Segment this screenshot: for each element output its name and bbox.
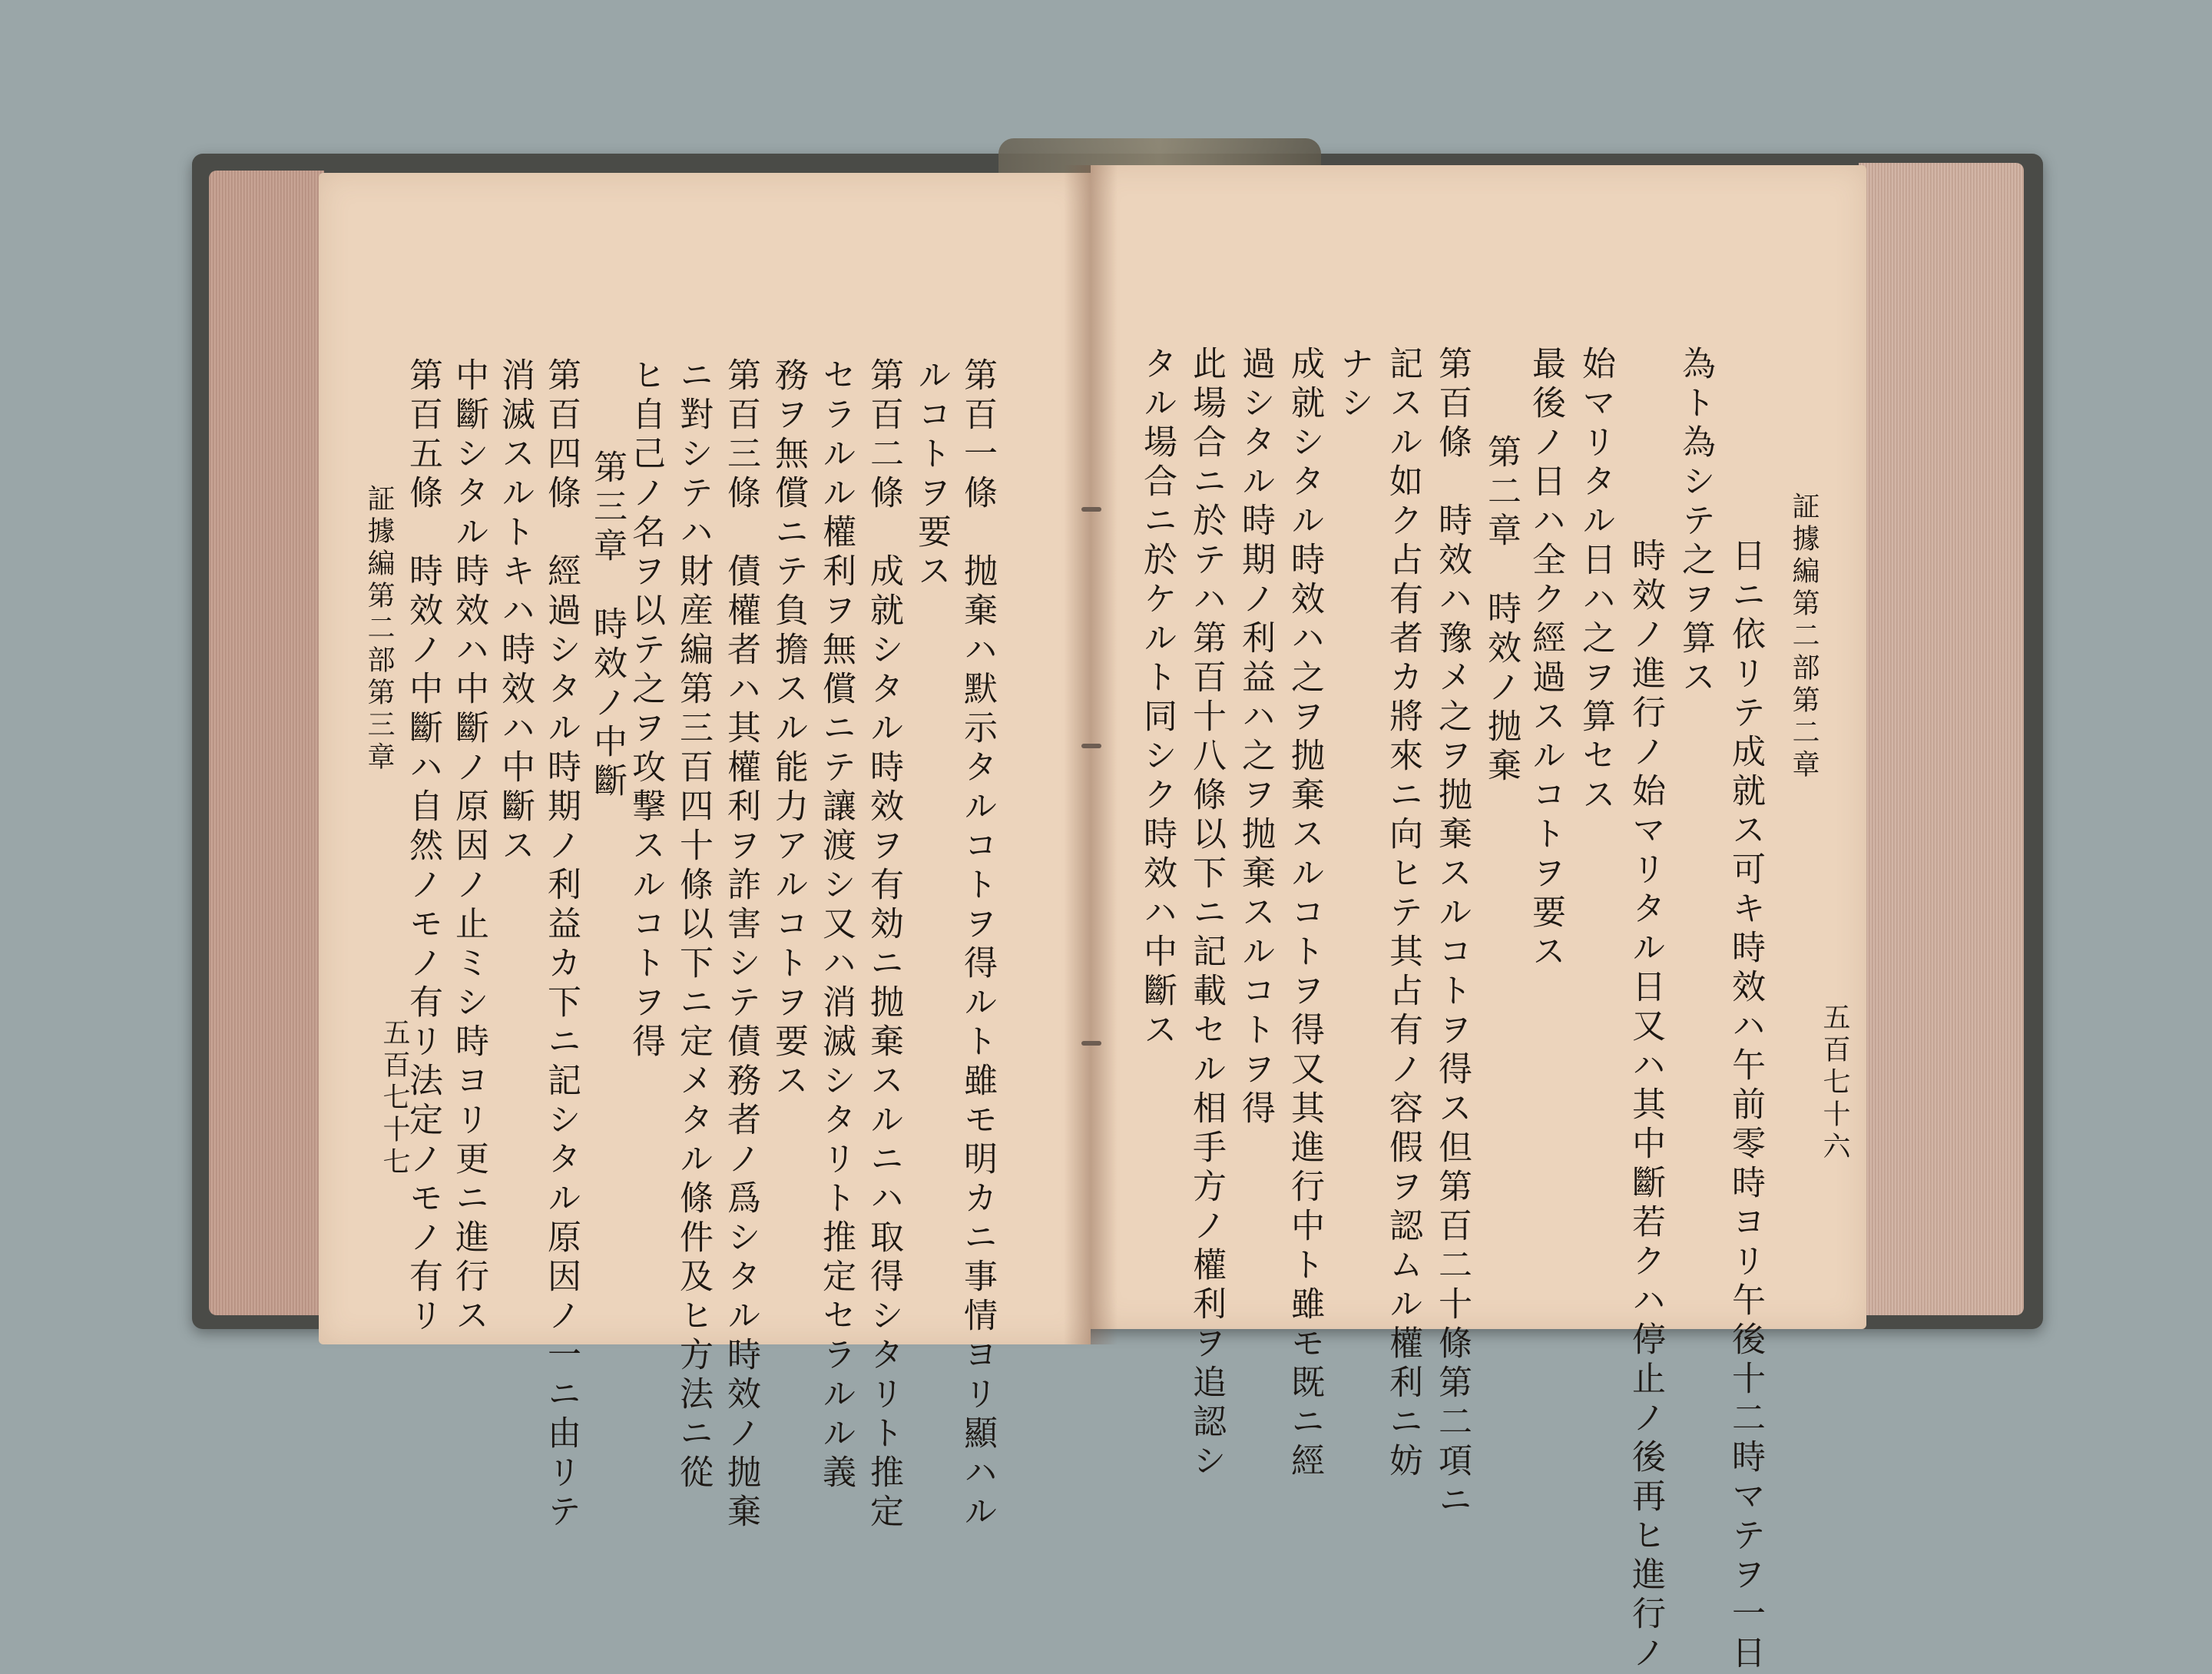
text-line: 第百二條 成就シタル時效ヲ有効ニ抛棄スルニハ取得シタリト推定 [864, 357, 903, 1533]
chapter-heading: 第三章 時效ノ中斷 [588, 449, 627, 802]
right-page-block-edge [1859, 163, 2024, 1315]
text-line: 成就シタル時效ハ之ヲ抛棄スルコトヲ得又其進行中ト雖モ既ニ經 [1285, 346, 1324, 1482]
binding-stitch [1081, 1041, 1101, 1046]
running-header: 証據編第二部第二章 [1788, 492, 1820, 782]
text-line: タル場合ニ於ケルト同シク時效ハ中斷ス [1137, 346, 1177, 1051]
page-number: 五百七十七 [379, 1018, 410, 1179]
text-line: 始マリタル日ハ之ヲ算セス [1576, 346, 1615, 816]
book-gutter [1064, 165, 1118, 1344]
text-line: 最後ノ日ハ全ク經過スルコトヲ要ス [1526, 346, 1565, 973]
text-line: ルコトヲ要ス [912, 357, 951, 592]
text-line: ヒ自己ノ名ヲ以テ之ヲ攻撃スルコトヲ得 [626, 357, 665, 1062]
text-line: 此場合ニ於テハ第百十八條以下ニ記載セル相手方ノ權利ヲ追認シ [1187, 346, 1226, 1482]
text-line: セラルル權利ヲ無償ニテ讓渡シ又ハ消滅シタリト推定セラルル義 [816, 357, 856, 1493]
text-line: 過シタル時期ノ利益ハ之ヲ抛棄スルコトヲ得 [1236, 346, 1275, 1129]
text-line: ナシ [1334, 346, 1373, 424]
binding-stitch [1081, 507, 1101, 512]
text-line: 記スル如ク占有者カ將來ニ向ヒテ其占有ノ容假ヲ認ムル權利ニ妨 [1383, 346, 1422, 1482]
text-line: 第百一條 抛棄ハ默示タルコトヲ得ルト雖モ明カニ事情ヨリ顯ハル [958, 357, 997, 1533]
page-number: 五百七十六 [1819, 1003, 1850, 1164]
binding-stitch [1081, 744, 1101, 748]
text-line: 為ト為シテ之ヲ算ス [1676, 346, 1715, 698]
text-line: 時效ノ進行ノ始マリタル日又ハ其中斷若クハ停止ノ後再ヒ進行ノ [1626, 538, 1665, 1674]
text-line: 第百條 時效ハ豫メ之ヲ抛棄スルコトヲ得ス但第百二十條第二項ニ [1432, 346, 1472, 1521]
text-line: ニ對シテハ財産編第三百四十條以下ニ定メタル條件及ヒ方法ニ從 [674, 357, 713, 1493]
text-line: 第百四條 經過シタル時期ノ利益カ下ニ記シタル原因ノ一ニ由リテ [541, 357, 581, 1533]
text-line: 第百五條 時效ノ中斷ハ自然ノモノ有リ法定ノモノ有リ [403, 357, 442, 1337]
running-header: 証據編第二部第三章 [363, 484, 395, 774]
text-line: 消滅スルトキハ時效ハ中斷ス [495, 357, 535, 867]
text-line: 日ニ依リテ成就ス可キ時效ハ午前零時ヨリ午後十二時マテヲ一日 [1726, 538, 1765, 1674]
text-line: 第百三條 債權者ハ其權利ヲ詐害シテ債務者ノ爲シタル時效ノ抛棄 [721, 357, 760, 1533]
text-line: 務ヲ無償ニテ負擔スル能力アルコトヲ要ス [769, 357, 808, 1102]
chapter-heading: 第二章 時效ノ抛棄 [1482, 434, 1521, 787]
left-page-block-edge [209, 171, 324, 1315]
text-line: 中斷シタル時效ハ中斷ノ原因ノ止ミシ時ヨリ更ニ進行ス [449, 357, 488, 1337]
